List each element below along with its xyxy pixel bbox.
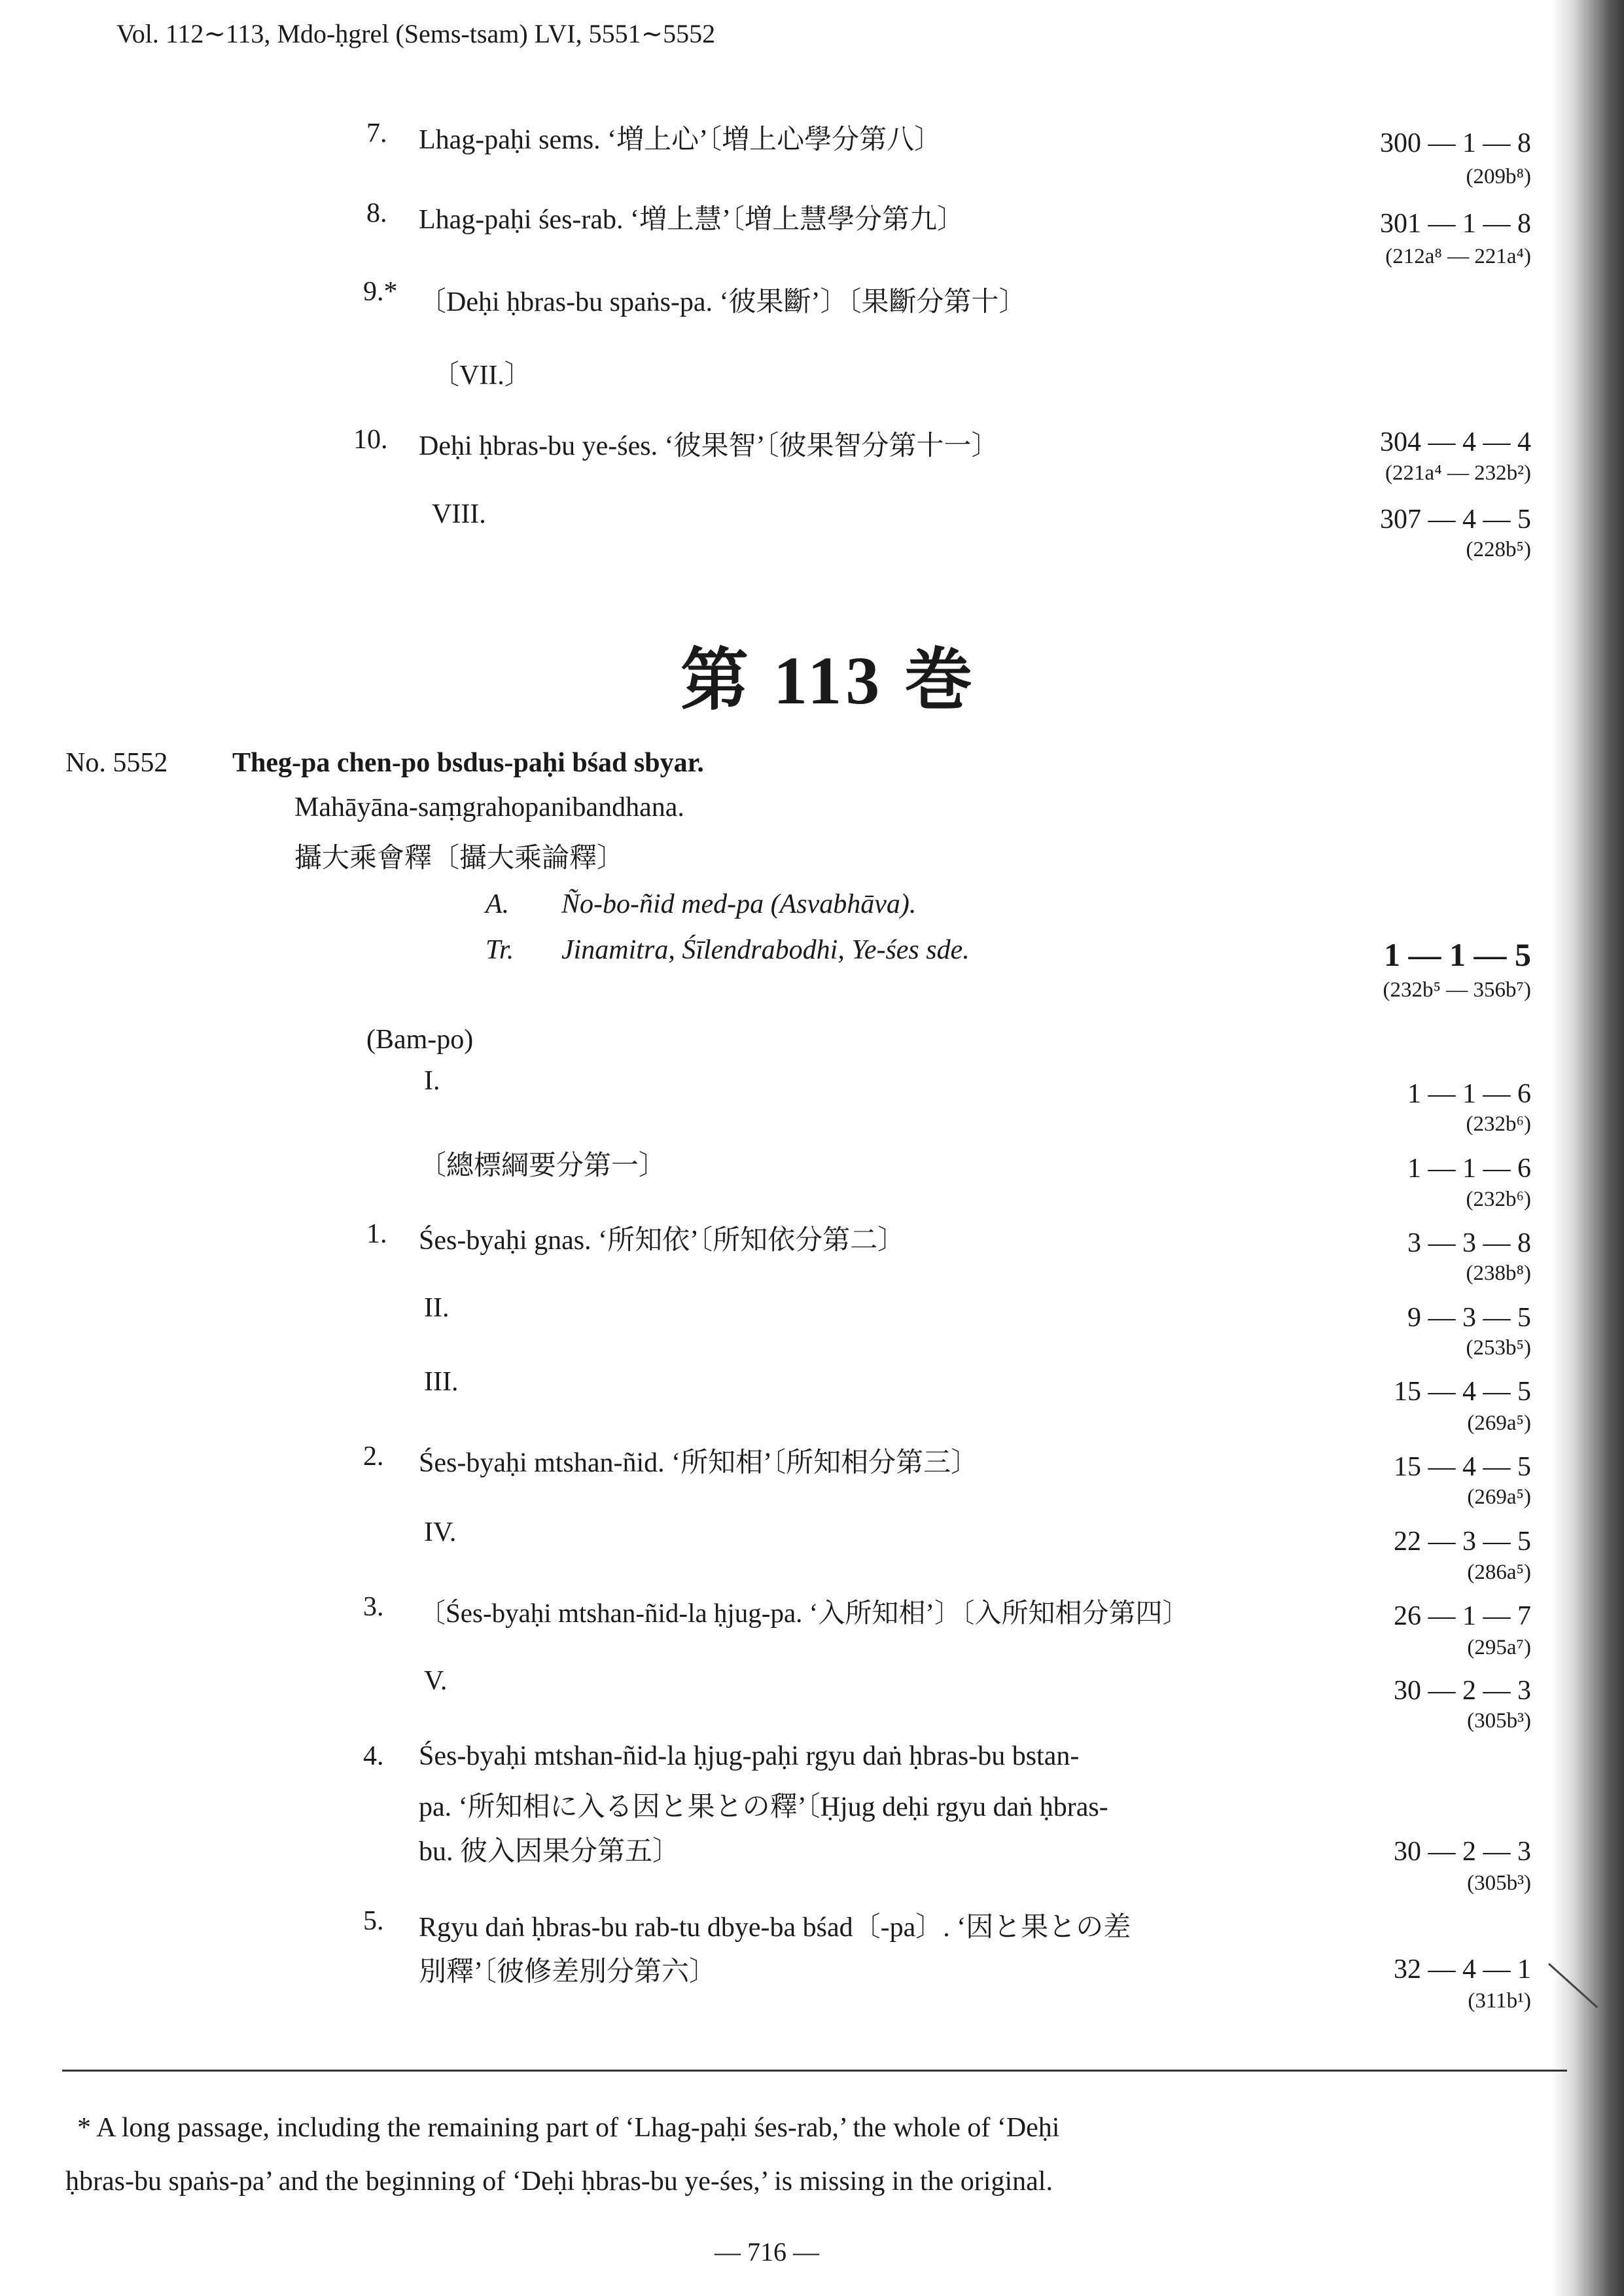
ref-main: 22 — 3 — 5	[1394, 1527, 1531, 1557]
work-number: No. 5552	[65, 748, 168, 778]
entry-title: Lhag-paḥi śes-rab. ‘増上慧’〔増上慧學分第九〕	[419, 205, 965, 235]
ref-sub: (305b³)	[1467, 1709, 1531, 1733]
volume-heading: 第 113 巻	[680, 643, 977, 718]
section-title: Śes-byaḥi gnas. ‘所知依’〔所知依分第二〕	[419, 1226, 906, 1256]
ref-sub: (269a⁵)	[1467, 1485, 1531, 1509]
ref-sub: (212a⁸ — 221a⁴)	[1385, 245, 1531, 268]
work-title: Theg-pa chen-po bsdus-paḥi bśad sbyar.	[232, 748, 704, 778]
ref-sub: (232b⁶)	[1466, 1112, 1531, 1136]
entry-number: 8.	[366, 198, 387, 228]
footnote-line: ḥbras-bu spaṅs-pa’ and the beginning of ‘Deḥi ḥbras-bu ye-śes,’ is missing in the original.	[65, 2166, 1053, 2197]
section-title: I.	[424, 1066, 440, 1096]
section-title: Śes-byaḥi mtshan-ñid. ‘所知相’〔所知相分第三〕	[419, 1448, 979, 1478]
section-title: Rgyu daṅ ḥbras-bu rab-tu dbye-ba bśad〔-pa〕. ‘因と果との差	[419, 1913, 1131, 1943]
page-number: — 716 —	[715, 2237, 819, 2267]
section-number: 1.	[366, 1219, 387, 1249]
ref-main: 15 — 4 — 5	[1394, 1377, 1531, 1407]
ref-sub: (228b⁵)	[1466, 538, 1531, 561]
section-number: 2.	[363, 1441, 384, 1472]
section-number: 3.	[363, 1592, 384, 1622]
entry-number: 7.	[366, 118, 387, 149]
entry-number: 9.*	[363, 277, 398, 307]
section-title-continued: bu. 彼入因果分第五〕	[419, 1837, 680, 1867]
running-header: Vol. 112∼113, Mdo-ḥgrel (Sems-tsam) LVI, 5551∼5552	[116, 19, 716, 48]
ref-main: 1 — 1 — 6	[1407, 1154, 1531, 1184]
entry-title: Deḥi ḥbras-bu ye-śes. ‘彼果智’〔彼果智分第十一〕	[419, 431, 999, 461]
footnote-line: * A long passage, including the remaining part of ‘Lhag-paḥi śes-rab,’ the whole of ‘Deḥi	[77, 2113, 1060, 2143]
section-title: 〔Śes-byaḥi mtshan-ñid-la ḥjug-pa. ‘入所知相’〕〔入所知相分第四〕	[419, 1598, 1190, 1628]
bampo-label: (Bam-po)	[366, 1025, 474, 1055]
work-sanskrit-title: Mahāyāna-saṃgrahopanibandhana.	[294, 792, 684, 822]
ref-main: 32 — 4 — 1	[1394, 1954, 1531, 1985]
ref-main: 3 — 3 — 8	[1407, 1228, 1531, 1258]
entry-title: VIII.	[432, 499, 486, 529]
ref-sub: (295a⁷)	[1467, 1636, 1531, 1659]
ref-sub: (221a⁴ — 232b²)	[1385, 461, 1531, 485]
section-title: V.	[424, 1666, 448, 1696]
ref-sub: (269a⁵)	[1467, 1411, 1531, 1435]
ref-main: 15 — 4 — 5	[1394, 1452, 1531, 1482]
ref-sub: (253b⁵)	[1466, 1336, 1531, 1360]
ref-sub: (238b⁸)	[1466, 1262, 1531, 1285]
section-title-continued: 別釋’〔彼修差別分第六〕	[419, 1957, 716, 1987]
entry-number: 10.	[353, 425, 388, 455]
ref-sub: (305b³)	[1467, 1871, 1531, 1895]
section-title: 〔總標綱要分第一〕	[419, 1151, 667, 1181]
work-chinese-title: 攝大乘會釋〔攝大乘論釋〕	[294, 843, 625, 874]
entry-title: 〔Deḥi ḥbras-bu spaṅs-pa. ‘彼果斷’〕〔果斷分第十〕	[419, 287, 1027, 317]
section-number: 4.	[363, 1741, 384, 1771]
translator-label: Tr.	[485, 935, 514, 965]
author-label: A.	[485, 889, 510, 919]
ref-sub: (286a⁵)	[1467, 1561, 1531, 1584]
section-title: Śes-byaḥi mtshan-ñid-la ḥjug-paḥi rgyu daṅ ḥbras-bu bstan-	[419, 1741, 1080, 1771]
section-title-continued: pa. ‘所知相に入る因と果との釋’〔Ḥjug deḥi rgyu daṅ ḥbras-	[419, 1792, 1108, 1822]
ref-main: 1 — 1 — 5	[1384, 936, 1531, 973]
ref-sub: (209b⁸)	[1466, 165, 1531, 188]
section-number: 5.	[363, 1906, 384, 1936]
ref-main: 307 — 4 — 5	[1380, 504, 1531, 535]
ref-main: 301 — 1 — 8	[1380, 209, 1531, 239]
entry-title: 〔VII.〕	[432, 361, 532, 391]
book-spine-shadow	[1552, 0, 1624, 2296]
ref-sub: (311b¹)	[1468, 1989, 1531, 2013]
section-title: IV.	[424, 1517, 457, 1547]
ref-main: 30 — 2 — 3	[1394, 1676, 1531, 1706]
ref-main: 9 — 3 — 5	[1407, 1303, 1531, 1333]
ref-main: 30 — 2 — 3	[1394, 1837, 1531, 1867]
entry-title: Lhag-paḥi sems. ‘増上心’〔増上心學分第八〕	[419, 125, 942, 155]
author-name: Ño-bo-ñid med-pa (Asvabhāva).	[561, 889, 917, 919]
ref-main: 1 — 1 — 6	[1407, 1079, 1531, 1109]
ref-main: 300 — 1 — 8	[1380, 128, 1531, 158]
section-title: III.	[424, 1367, 459, 1397]
footnote-rule	[62, 2070, 1567, 2072]
ref-main: 26 — 1 — 7	[1394, 1601, 1531, 1631]
section-title: II.	[424, 1293, 450, 1323]
ref-sub: (232b⁶)	[1466, 1188, 1531, 1211]
ref-sub: (232b⁵ — 356b⁷)	[1383, 978, 1531, 1002]
translator-names: Jinamitra, Śīlendrabodhi, Ye-śes sde.	[561, 935, 970, 965]
ref-main: 304 — 4 — 4	[1380, 427, 1531, 457]
